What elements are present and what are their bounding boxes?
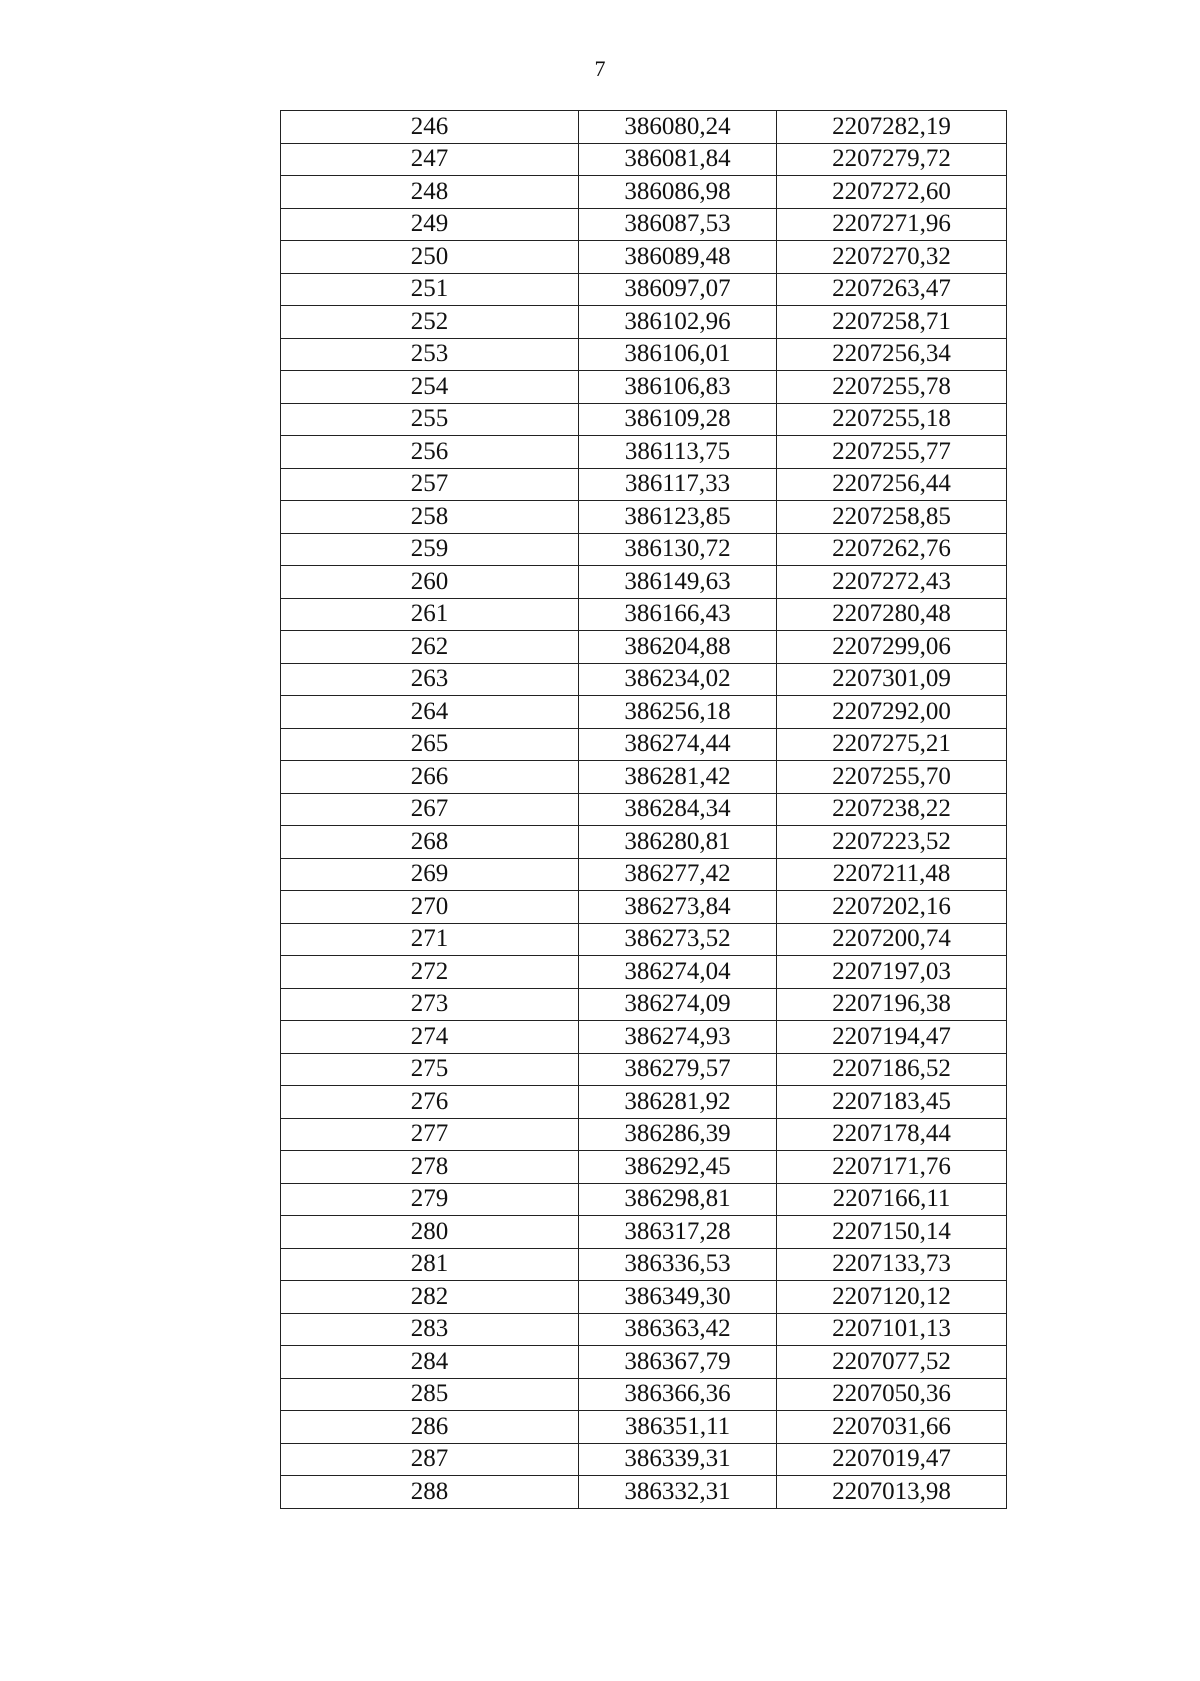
y-coordinate-cell: 2207101,13	[777, 1313, 1007, 1346]
table-row	[281, 631, 1007, 664]
coordinates-table	[280, 110, 1007, 1509]
table-row	[281, 468, 1007, 501]
y-coordinate-cell: 2207262,76	[777, 533, 1007, 566]
table-row	[281, 143, 1007, 176]
point-number-cell: 287	[281, 1443, 579, 1476]
x-coordinate-cell: 386081,84	[579, 143, 777, 176]
table-row	[281, 1378, 1007, 1411]
x-coordinate-cell: 386339,31	[579, 1443, 777, 1476]
table-row	[281, 1248, 1007, 1281]
x-coordinate-cell: 386204,88	[579, 631, 777, 664]
x-coordinate-cell: 386106,83	[579, 371, 777, 404]
point-number-cell: 258	[281, 501, 579, 534]
y-coordinate-cell: 2207150,14	[777, 1216, 1007, 1249]
y-coordinate-cell: 2207077,52	[777, 1346, 1007, 1379]
table-row	[281, 501, 1007, 534]
table-row	[281, 956, 1007, 989]
x-coordinate-cell: 386274,93	[579, 1021, 777, 1054]
x-coordinate-cell: 386317,28	[579, 1216, 777, 1249]
point-number-cell: 282	[281, 1281, 579, 1314]
y-coordinate-cell: 2207013,98	[777, 1476, 1007, 1509]
point-number-cell: 277	[281, 1118, 579, 1151]
y-coordinate-cell: 2207280,48	[777, 598, 1007, 631]
point-number-cell: 269	[281, 858, 579, 891]
x-coordinate-cell: 386363,42	[579, 1313, 777, 1346]
y-coordinate-cell: 2207197,03	[777, 956, 1007, 989]
point-number-cell: 281	[281, 1248, 579, 1281]
y-coordinate-cell: 2207133,73	[777, 1248, 1007, 1281]
point-number-cell: 255	[281, 403, 579, 436]
coordinates-table-body	[281, 111, 1007, 1509]
x-coordinate-cell: 386273,52	[579, 923, 777, 956]
table-row	[281, 1118, 1007, 1151]
point-number-cell: 253	[281, 338, 579, 371]
y-coordinate-cell: 2207050,36	[777, 1378, 1007, 1411]
y-coordinate-cell: 2207183,45	[777, 1086, 1007, 1119]
x-coordinate-cell: 386336,53	[579, 1248, 777, 1281]
table-row	[281, 891, 1007, 924]
table-row	[281, 1086, 1007, 1119]
y-coordinate-cell: 2207196,38	[777, 988, 1007, 1021]
y-coordinate-cell: 2207258,85	[777, 501, 1007, 534]
x-coordinate-cell: 386273,84	[579, 891, 777, 924]
x-coordinate-cell: 386102,96	[579, 306, 777, 339]
table-row	[281, 1053, 1007, 1086]
table-row	[281, 663, 1007, 696]
point-number-cell: 286	[281, 1411, 579, 1444]
table-row	[281, 566, 1007, 599]
point-number-cell: 252	[281, 306, 579, 339]
table-row	[281, 793, 1007, 826]
point-number-cell: 271	[281, 923, 579, 956]
point-number-cell: 278	[281, 1151, 579, 1184]
point-number-cell: 248	[281, 176, 579, 209]
y-coordinate-cell: 2207211,48	[777, 858, 1007, 891]
point-number-cell: 260	[281, 566, 579, 599]
table-row	[281, 241, 1007, 274]
point-number-cell: 256	[281, 436, 579, 469]
y-coordinate-cell: 2207166,11	[777, 1183, 1007, 1216]
x-coordinate-cell: 386130,72	[579, 533, 777, 566]
x-coordinate-cell: 386256,18	[579, 696, 777, 729]
x-coordinate-cell: 386086,98	[579, 176, 777, 209]
y-coordinate-cell: 2207256,44	[777, 468, 1007, 501]
table-row	[281, 176, 1007, 209]
table-row	[281, 533, 1007, 566]
table-row	[281, 208, 1007, 241]
point-number-cell: 274	[281, 1021, 579, 1054]
x-coordinate-cell: 386280,81	[579, 826, 777, 859]
x-coordinate-cell: 386277,42	[579, 858, 777, 891]
y-coordinate-cell: 2207178,44	[777, 1118, 1007, 1151]
table-row	[281, 598, 1007, 631]
y-coordinate-cell: 2207031,66	[777, 1411, 1007, 1444]
x-coordinate-cell: 386281,92	[579, 1086, 777, 1119]
x-coordinate-cell: 386298,81	[579, 1183, 777, 1216]
table-row	[281, 1151, 1007, 1184]
point-number-cell: 276	[281, 1086, 579, 1119]
y-coordinate-cell: 2207258,71	[777, 306, 1007, 339]
x-coordinate-cell: 386292,45	[579, 1151, 777, 1184]
table-row	[281, 1183, 1007, 1216]
point-number-cell: 257	[281, 468, 579, 501]
x-coordinate-cell: 386234,02	[579, 663, 777, 696]
y-coordinate-cell: 2207171,76	[777, 1151, 1007, 1184]
y-coordinate-cell: 2207255,18	[777, 403, 1007, 436]
point-number-cell: 270	[281, 891, 579, 924]
table-row	[281, 988, 1007, 1021]
table-row	[281, 728, 1007, 761]
point-number-cell: 261	[281, 598, 579, 631]
point-number-cell: 263	[281, 663, 579, 696]
table-row	[281, 1313, 1007, 1346]
point-number-cell: 285	[281, 1378, 579, 1411]
point-number-cell: 262	[281, 631, 579, 664]
y-coordinate-cell: 2207255,78	[777, 371, 1007, 404]
point-number-cell: 275	[281, 1053, 579, 1086]
y-coordinate-cell: 2207202,16	[777, 891, 1007, 924]
point-number-cell: 284	[281, 1346, 579, 1379]
point-number-cell: 268	[281, 826, 579, 859]
y-coordinate-cell: 2207275,21	[777, 728, 1007, 761]
x-coordinate-cell: 386274,04	[579, 956, 777, 989]
x-coordinate-cell: 386106,01	[579, 338, 777, 371]
point-number-cell: 273	[281, 988, 579, 1021]
y-coordinate-cell: 2207270,32	[777, 241, 1007, 274]
y-coordinate-cell: 2207200,74	[777, 923, 1007, 956]
point-number-cell: 264	[281, 696, 579, 729]
y-coordinate-cell: 2207282,19	[777, 111, 1007, 144]
y-coordinate-cell: 2207238,22	[777, 793, 1007, 826]
table-row	[281, 338, 1007, 371]
table-row	[281, 1443, 1007, 1476]
table-row	[281, 1281, 1007, 1314]
y-coordinate-cell: 2207301,09	[777, 663, 1007, 696]
point-number-cell: 250	[281, 241, 579, 274]
x-coordinate-cell: 386286,39	[579, 1118, 777, 1151]
table-row	[281, 923, 1007, 956]
y-coordinate-cell: 2207255,77	[777, 436, 1007, 469]
x-coordinate-cell: 386166,43	[579, 598, 777, 631]
x-coordinate-cell: 386349,30	[579, 1281, 777, 1314]
point-number-cell: 265	[281, 728, 579, 761]
point-number-cell: 254	[281, 371, 579, 404]
point-number-cell: 246	[281, 111, 579, 144]
x-coordinate-cell: 386281,42	[579, 761, 777, 794]
table-row	[281, 1346, 1007, 1379]
y-coordinate-cell: 2207194,47	[777, 1021, 1007, 1054]
x-coordinate-cell: 386351,11	[579, 1411, 777, 1444]
y-coordinate-cell: 2207255,70	[777, 761, 1007, 794]
y-coordinate-cell: 2207256,34	[777, 338, 1007, 371]
x-coordinate-cell: 386087,53	[579, 208, 777, 241]
point-number-cell: 283	[281, 1313, 579, 1346]
point-number-cell: 259	[281, 533, 579, 566]
x-coordinate-cell: 386117,33	[579, 468, 777, 501]
x-coordinate-cell: 386274,44	[579, 728, 777, 761]
y-coordinate-cell: 2207223,52	[777, 826, 1007, 859]
y-coordinate-cell: 2207120,12	[777, 1281, 1007, 1314]
x-coordinate-cell: 386149,63	[579, 566, 777, 599]
x-coordinate-cell: 386284,34	[579, 793, 777, 826]
table-row	[281, 1411, 1007, 1444]
point-number-cell: 251	[281, 273, 579, 306]
x-coordinate-cell: 386367,79	[579, 1346, 777, 1379]
table-row	[281, 696, 1007, 729]
table-row	[281, 111, 1007, 144]
point-number-cell: 272	[281, 956, 579, 989]
x-coordinate-cell: 386089,48	[579, 241, 777, 274]
y-coordinate-cell: 2207292,00	[777, 696, 1007, 729]
point-number-cell: 249	[281, 208, 579, 241]
y-coordinate-cell: 2207279,72	[777, 143, 1007, 176]
table-row	[281, 826, 1007, 859]
x-coordinate-cell: 386123,85	[579, 501, 777, 534]
y-coordinate-cell: 2207272,43	[777, 566, 1007, 599]
table-row	[281, 1021, 1007, 1054]
x-coordinate-cell: 386097,07	[579, 273, 777, 306]
page-number: 7	[594, 56, 606, 81]
y-coordinate-cell: 2207263,47	[777, 273, 1007, 306]
table-row	[281, 273, 1007, 306]
table-row	[281, 858, 1007, 891]
point-number-cell: 266	[281, 761, 579, 794]
x-coordinate-cell: 386080,24	[579, 111, 777, 144]
table-row	[281, 1476, 1007, 1509]
y-coordinate-cell: 2207186,52	[777, 1053, 1007, 1086]
y-coordinate-cell: 2207271,96	[777, 208, 1007, 241]
point-number-cell: 247	[281, 143, 579, 176]
y-coordinate-cell: 2207019,47	[777, 1443, 1007, 1476]
table-row	[281, 371, 1007, 404]
y-coordinate-cell: 2207299,06	[777, 631, 1007, 664]
x-coordinate-cell: 386109,28	[579, 403, 777, 436]
x-coordinate-cell: 386274,09	[579, 988, 777, 1021]
point-number-cell: 279	[281, 1183, 579, 1216]
x-coordinate-cell: 386279,57	[579, 1053, 777, 1086]
x-coordinate-cell: 386366,36	[579, 1378, 777, 1411]
point-number-cell: 288	[281, 1476, 579, 1509]
y-coordinate-cell: 2207272,60	[777, 176, 1007, 209]
table-row	[281, 436, 1007, 469]
table-row	[281, 306, 1007, 339]
point-number-cell: 267	[281, 793, 579, 826]
x-coordinate-cell: 386113,75	[579, 436, 777, 469]
table-row	[281, 1216, 1007, 1249]
point-number-cell: 280	[281, 1216, 579, 1249]
x-coordinate-cell: 386332,31	[579, 1476, 777, 1509]
table-row	[281, 761, 1007, 794]
table-row	[281, 403, 1007, 436]
